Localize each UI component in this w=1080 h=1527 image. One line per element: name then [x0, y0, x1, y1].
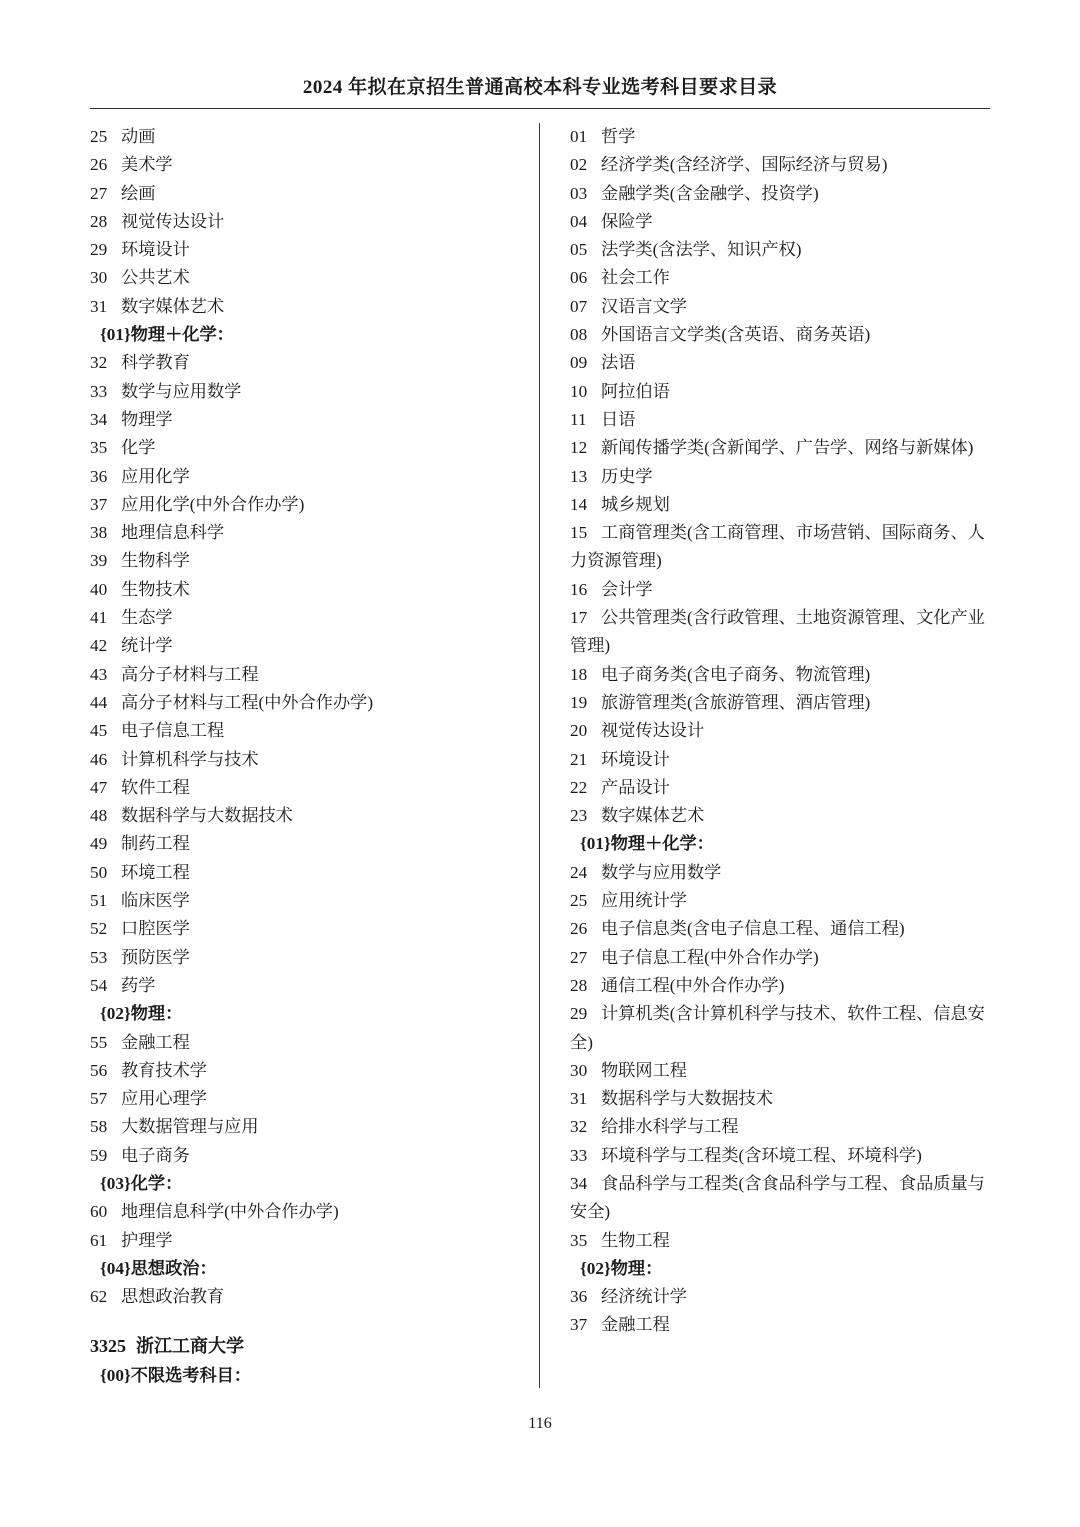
- major-code: 37: [570, 1315, 588, 1335]
- major-code: 21: [570, 749, 588, 769]
- major-code: 32: [90, 353, 108, 373]
- major-name: 数学与应用数学: [121, 381, 242, 401]
- major-code: 29: [570, 1004, 588, 1024]
- major-code: 31: [90, 296, 108, 316]
- major-entry: [90, 661, 514, 689]
- major-name: 视觉传达设计: [601, 721, 705, 741]
- major-entry: [90, 887, 514, 915]
- major-name: 金融工程: [601, 1315, 670, 1335]
- major-entry: [90, 1113, 514, 1141]
- major-name: 电子商务类(含电子商务、物流管理): [601, 664, 871, 684]
- major-name: 地理信息科学: [121, 523, 225, 543]
- subject-requirement-group: {01}物理＋化学：: [100, 325, 234, 345]
- major-name: 历史学: [601, 466, 653, 486]
- major-code: 31: [570, 1089, 588, 1109]
- major-entry: [90, 1057, 514, 1085]
- major-code: 61: [90, 1230, 108, 1250]
- major-name: 会计学: [601, 579, 653, 599]
- major-entry: [90, 491, 514, 519]
- major-entry: [570, 349, 990, 377]
- major-code: 02: [570, 155, 588, 175]
- major-name: 电子商务: [121, 1145, 190, 1165]
- major-name: 科学教育: [121, 353, 190, 373]
- major-name: 法语: [601, 353, 636, 373]
- major-entry: [90, 1142, 514, 1170]
- major-entry: [570, 972, 990, 1000]
- major-name: 物联网工程: [601, 1060, 687, 1080]
- major-entry: [90, 208, 514, 236]
- major-entry: [90, 236, 514, 264]
- subject-requirement-group: {01}物理＋化学：: [580, 834, 714, 854]
- major-code: 03: [570, 183, 588, 203]
- major-code: 26: [570, 919, 588, 939]
- major-name: 生物工程: [601, 1230, 670, 1250]
- major-entry: [570, 123, 990, 151]
- major-name: 电子信息工程(中外合作办学): [601, 947, 819, 967]
- major-entry: [570, 208, 990, 236]
- major-code: 10: [570, 381, 588, 401]
- major-code: 38: [90, 523, 108, 543]
- major-code: 01: [570, 127, 588, 146]
- major-name: 城乡规划: [601, 494, 670, 514]
- major-code: 40: [90, 579, 108, 599]
- major-entry: [570, 576, 990, 604]
- major-code: 23: [570, 806, 588, 826]
- major-name: 给排水科学与工程: [601, 1117, 739, 1137]
- major-code: 43: [90, 664, 108, 684]
- major-name: 数字媒体艺术: [121, 296, 225, 316]
- major-name: 数学与应用数学: [601, 862, 722, 882]
- major-code: 39: [90, 551, 108, 571]
- major-code: 06: [570, 268, 588, 288]
- major-code: 56: [90, 1060, 108, 1080]
- major-name: 通信工程(中外合作办学): [601, 975, 785, 995]
- major-entry: [90, 547, 514, 575]
- major-name: 保险学: [601, 211, 653, 231]
- major-entry: [570, 180, 990, 208]
- major-name: 阿拉伯语: [601, 381, 670, 401]
- major-name: 社会工作: [601, 268, 670, 288]
- major-entry: [570, 802, 990, 830]
- major-name: 新闻传播学类(含新闻学、广告学、网络与新媒体): [601, 438, 974, 458]
- major-name: 高分子材料与工程: [121, 664, 259, 684]
- major-entry: [90, 1283, 514, 1311]
- major-name: 环境设计: [121, 240, 190, 260]
- major-name: 绘画: [121, 183, 156, 203]
- column-divider: [539, 123, 540, 1388]
- major-code: 33: [570, 1145, 588, 1165]
- major-entry: [570, 321, 990, 349]
- right-column: [540, 123, 990, 1340]
- major-name: 环境科学与工程类(含环境工程、环境科学): [601, 1145, 922, 1165]
- major-name: 电子信息类(含电子信息工程、通信工程): [601, 919, 905, 939]
- major-code: 45: [90, 721, 108, 741]
- major-entry: [570, 1170, 990, 1227]
- major-entry: [90, 604, 514, 632]
- major-name: 日语: [601, 409, 636, 429]
- major-code: 30: [90, 268, 108, 288]
- major-entry: [90, 264, 514, 292]
- major-code: 08: [570, 325, 588, 345]
- major-name: 公共艺术: [121, 268, 190, 288]
- major-code: 27: [90, 183, 108, 203]
- major-name: 口腔医学: [121, 919, 190, 939]
- major-name: 制药工程: [121, 834, 190, 854]
- major-code: 60: [90, 1202, 108, 1222]
- major-entry: [90, 434, 514, 462]
- major-entry: [90, 349, 514, 377]
- major-name: 生物技术: [121, 579, 190, 599]
- page-title: 2024 年拟在京招生普通高校本科专业选考科目要求目录: [302, 77, 778, 98]
- major-entry: [570, 604, 990, 661]
- school-heading: [90, 1311, 514, 1362]
- subject-requirement-group: {02}物理：: [580, 1258, 663, 1278]
- major-code: 12: [570, 438, 588, 458]
- major-code: 11: [570, 409, 587, 429]
- major-code: 30: [570, 1060, 588, 1080]
- subject-requirement-group: {02}物理：: [100, 1004, 183, 1024]
- major-code: 47: [90, 777, 108, 797]
- major-entry: [570, 915, 990, 943]
- major-code: 28: [90, 211, 108, 231]
- major-entry: [570, 519, 990, 576]
- major-entry: [90, 746, 514, 774]
- major-name: 经济统计学: [601, 1287, 687, 1307]
- major-entry: [570, 717, 990, 745]
- major-entry: [90, 1029, 514, 1057]
- major-code: 52: [90, 919, 108, 939]
- major-code: 25: [570, 891, 588, 911]
- major-entry: [90, 915, 514, 943]
- major-code: 20: [570, 721, 588, 741]
- major-code: 44: [90, 692, 108, 712]
- major-entry: [570, 1227, 990, 1255]
- major-entry: [90, 293, 514, 321]
- page-number: 116: [528, 1415, 552, 1432]
- major-name: 哲学: [601, 127, 636, 146]
- subject-requirement-group: {04}思想政治：: [100, 1258, 217, 1278]
- major-code: 29: [90, 240, 108, 260]
- major-code: 32: [570, 1117, 588, 1137]
- major-code: 18: [570, 664, 588, 684]
- left-column: [90, 123, 540, 1390]
- major-entry: [90, 944, 514, 972]
- major-code: 36: [570, 1287, 588, 1307]
- major-entry: [570, 689, 990, 717]
- major-name: 美术学: [121, 155, 173, 175]
- major-entry: [570, 293, 990, 321]
- major-code: 07: [570, 296, 588, 316]
- major-entry: [570, 1142, 990, 1170]
- major-entry: [90, 519, 514, 547]
- major-code: 28: [570, 975, 588, 995]
- major-entry: [570, 1085, 990, 1113]
- major-entry: [570, 1057, 990, 1085]
- major-code: 35: [570, 1230, 588, 1250]
- major-code: 14: [570, 494, 588, 514]
- major-code: 50: [90, 862, 108, 882]
- major-code: 59: [90, 1145, 108, 1165]
- major-name: 药学: [121, 975, 156, 995]
- major-entry: [570, 1283, 990, 1311]
- major-entry: [570, 434, 990, 462]
- major-entry: [570, 859, 990, 887]
- major-entry: [90, 378, 514, 406]
- major-name: 地理信息科学(中外合作办学): [121, 1202, 339, 1222]
- major-entry: [90, 774, 514, 802]
- major-name: 化学: [121, 438, 156, 458]
- major-code: 58: [90, 1117, 108, 1137]
- school-code: 3325: [90, 1336, 126, 1357]
- major-code: 54: [90, 975, 108, 995]
- major-code: 49: [90, 834, 108, 854]
- major-code: 25: [90, 127, 108, 146]
- major-name: 预防医学: [121, 947, 190, 967]
- school-name: 浙江工商大学: [136, 1336, 244, 1357]
- major-entry: [90, 632, 514, 660]
- major-code: 34: [570, 1173, 588, 1193]
- major-entry: [570, 491, 990, 519]
- major-code: 46: [90, 749, 108, 769]
- major-name: 旅游管理类(含旅游管理、酒店管理): [601, 692, 871, 712]
- major-code: 09: [570, 353, 588, 373]
- major-code: 35: [90, 438, 108, 458]
- major-name: 电子信息工程: [121, 721, 225, 741]
- major-code: 27: [570, 947, 588, 967]
- major-code: 16: [570, 579, 588, 599]
- major-code: 48: [90, 806, 108, 826]
- major-code: 33: [90, 381, 108, 401]
- major-name: 法学类(含法学、知识产权): [601, 240, 802, 260]
- major-name: 思想政治教育: [121, 1287, 225, 1307]
- major-code: 05: [570, 240, 588, 260]
- major-name: 护理学: [121, 1230, 173, 1250]
- major-entry: [570, 1113, 990, 1141]
- major-entry: [90, 1227, 514, 1255]
- major-name: 产品设计: [601, 777, 670, 797]
- major-entry: [570, 151, 990, 179]
- major-name: 金融学类(含金融学、投资学): [601, 183, 819, 203]
- major-name: 数据科学与大数据技术: [121, 806, 293, 826]
- major-entry: [90, 717, 514, 745]
- major-code: 04: [570, 211, 588, 231]
- major-entry: [90, 123, 514, 151]
- two-column-body: [90, 109, 990, 1390]
- major-name: 动画: [121, 127, 156, 146]
- major-entry: [570, 944, 990, 972]
- major-name: 计算机科学与技术: [121, 749, 259, 769]
- major-entry: [570, 1311, 990, 1339]
- major-entry: [570, 1000, 990, 1057]
- major-name: 应用化学(中外合作办学): [121, 494, 305, 514]
- major-name: 公共管理类(含行政管理、土地资源管理、文化产业管理): [570, 608, 985, 656]
- major-name: 金融工程: [121, 1032, 190, 1052]
- major-entry: [570, 264, 990, 292]
- major-entry: [90, 1198, 514, 1226]
- major-name: 高分子材料与工程(中外合作办学): [121, 692, 374, 712]
- subject-requirement-group: {00}不限选考科目：: [100, 1366, 252, 1386]
- major-name: 汉语言文学: [601, 296, 687, 316]
- major-name: 计算机类(含计算机科学与技术、软件工程、信息安全): [570, 1004, 985, 1052]
- major-name: 生态学: [121, 608, 173, 628]
- major-name: 环境工程: [121, 862, 190, 882]
- major-name: 应用统计学: [601, 891, 687, 911]
- major-entry: [570, 378, 990, 406]
- major-code: 26: [90, 155, 108, 175]
- major-code: 24: [570, 862, 588, 882]
- major-entry: [570, 406, 990, 434]
- major-code: 57: [90, 1089, 108, 1109]
- major-entry: [90, 830, 514, 858]
- major-code: 15: [570, 523, 588, 543]
- major-code: 34: [90, 409, 108, 429]
- major-code: 19: [570, 692, 588, 712]
- major-entry: [570, 661, 990, 689]
- major-entry: [90, 1085, 514, 1113]
- major-name: 应用化学: [121, 466, 190, 486]
- major-entry: [570, 746, 990, 774]
- major-entry: [570, 774, 990, 802]
- major-entry: [570, 463, 990, 491]
- major-code: 41: [90, 608, 108, 628]
- subject-requirement-group: {03}化学：: [100, 1173, 183, 1193]
- major-code: 37: [90, 494, 108, 514]
- major-code: 36: [90, 466, 108, 486]
- major-name: 工商管理类(含工商管理、市场营销、国际商务、人力资源管理): [570, 523, 985, 571]
- major-code: 62: [90, 1287, 108, 1307]
- major-name: 数据科学与大数据技术: [601, 1089, 773, 1109]
- major-name: 环境设计: [601, 749, 670, 769]
- major-entry: [90, 689, 514, 717]
- major-entry: [90, 859, 514, 887]
- major-name: 统计学: [121, 636, 173, 656]
- major-name: 物理学: [121, 409, 173, 429]
- major-entry: [90, 151, 514, 179]
- major-code: 42: [90, 636, 108, 656]
- major-code: 13: [570, 466, 588, 486]
- major-entry: [90, 463, 514, 491]
- major-name: 视觉传达设计: [121, 211, 225, 231]
- major-name: 生物科学: [121, 551, 190, 571]
- major-code: 55: [90, 1032, 108, 1052]
- major-code: 17: [570, 608, 588, 628]
- major-name: 大数据管理与应用: [121, 1117, 259, 1137]
- major-name: 数字媒体艺术: [601, 806, 705, 826]
- major-entry: [570, 887, 990, 915]
- major-name: 经济学类(含经济学、国际经济与贸易): [601, 155, 888, 175]
- major-name: 教育技术学: [121, 1060, 207, 1080]
- major-code: 53: [90, 947, 108, 967]
- major-name: 应用心理学: [121, 1089, 207, 1109]
- major-name: 外国语言文学类(含英语、商务英语): [601, 325, 871, 345]
- major-name: 软件工程: [121, 777, 190, 797]
- major-entry: [90, 406, 514, 434]
- major-entry: [90, 972, 514, 1000]
- major-entry: [570, 236, 990, 264]
- major-entry: [90, 576, 514, 604]
- major-entry: [90, 802, 514, 830]
- major-name: 临床医学: [121, 891, 190, 911]
- major-entry: [90, 180, 514, 208]
- major-name: 食品科学与工程类(含食品科学与工程、食品质量与安全): [570, 1173, 985, 1222]
- major-code: 51: [90, 891, 108, 911]
- major-code: 22: [570, 777, 588, 797]
